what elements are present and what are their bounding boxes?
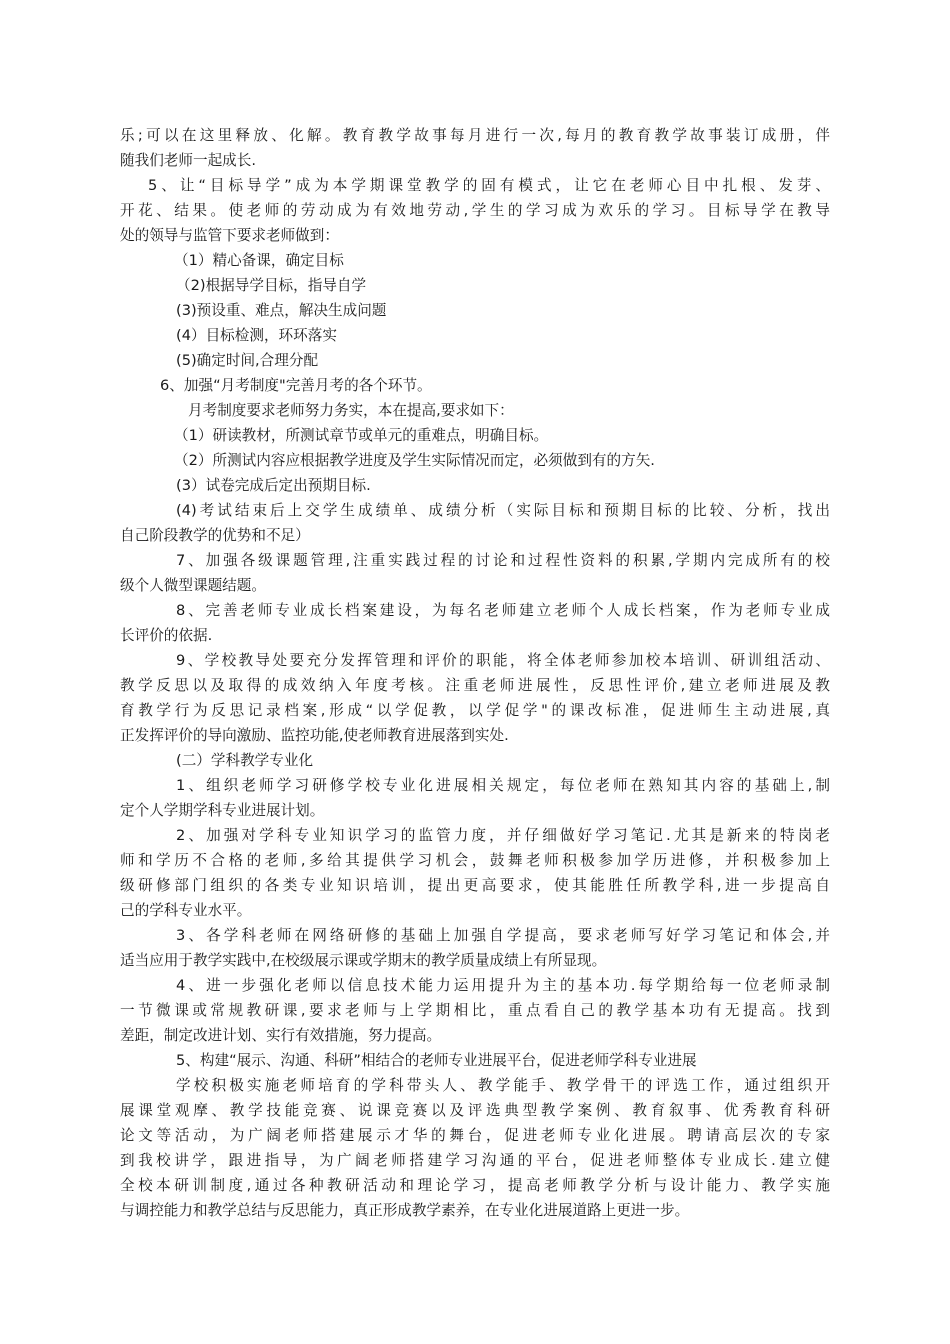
- text-line: 1、组织老师学习研修学校专业化进展相关规定，每位老师在熟知其内容的基础上,制: [176, 777, 830, 794]
- text-line: 一节微课或常规教研课,要求老师与上学期相比，重点看自己的教学基本功有无提高。找到: [120, 1002, 830, 1019]
- text-line: 6、加强“月考制度"完善月考的各个环节。: [160, 377, 432, 394]
- text-line: 开花、结果。使老师的劳动成为有效地劳动,学生的学习成为欢乐的学习。目标导学在教导: [120, 202, 830, 219]
- text-line: 9、学校教导处要充分发挥管理和评价的职能，将全体老师参加校本培训、研训组活动、: [176, 652, 830, 669]
- text-line: 3、各学科老师在网络研修的基础上加强自学提高，要求老师写好学习笔记和体会,并: [176, 927, 830, 944]
- text-line: （2）所测试内容应根据教学进度及学生实际情况而定，必须做到有的方矢.: [174, 452, 655, 469]
- text-line: 教学反思以及取得的成效纳入年度考核。注重老师进展性，反思性评价,建立老师进展及教: [120, 677, 830, 694]
- text-line: 师和学历不合格的老师,多给其提供学习机会，鼓舞老师积极参加学历进修，并积极参加上: [120, 852, 830, 869]
- text-line: 8、完善老师专业成长档案建设，为每名老师建立老师个人成长档案，作为老师专业成: [176, 602, 830, 619]
- text-line: 5、让“目标导学”成为本学期课堂教学的固有模式，让它在老师心目中扎根、发芽、: [148, 177, 830, 194]
- text-line: （1）研读教材，所测试章节或单元的重难点，明确目标。: [174, 427, 549, 444]
- text-line: 随我们老师一起成长.: [120, 152, 256, 169]
- text-line: 差距，制定改进计划、实行有效措施，努力提高。: [120, 1027, 442, 1044]
- text-line: (4)考试结束后上交学生成绩单、成绩分析（实际目标和预期目标的比较、分析，找出: [176, 502, 830, 519]
- text-line: (5)确定时间,合理分配: [176, 352, 319, 369]
- text-line: 正发挥评价的导向激励、监控功能,使老师教育进展落到实处.: [120, 727, 509, 744]
- text-line: 定个人学期学科专业进展计划。: [120, 802, 325, 819]
- text-line: 与调控能力和教学总结与反思能力，真正形成教学素养，在专业化进展道路上更进一步。: [120, 1202, 690, 1219]
- text-line: 5、构建“展示、沟通、科研”相结合的老师专业进展平台，促进老师学科专业进展: [176, 1052, 697, 1069]
- text-line: 4、进一步强化老师以信息技术能力运用提升为主的基本功.每学期给每一位老师录制: [176, 977, 830, 994]
- text-line: 育教学行为反思记录档案,形成“以学促教，以学促学"的课改标准，促进师生主动进展,真: [120, 702, 830, 719]
- text-line: 展课堂观摩、教学技能竞赛、说课竞赛以及评选典型教学案例、教育叙事、优秀教育科研: [120, 1102, 830, 1119]
- text-line: （1）精心备课，确定目标: [174, 252, 344, 269]
- text-line: (3）试卷完成后定出预期目标.: [176, 477, 371, 494]
- text-line: (4）目标检测，环环落实: [176, 327, 337, 344]
- text-line: 长评价的依据.: [120, 627, 213, 644]
- text-line: 乐;可以在这里释放、化解。教育教学故事每月进行一次,每月的教育教学故事装订成册，伴: [120, 127, 830, 144]
- text-line: 处的领导与监管下要求老师做到：: [120, 227, 339, 244]
- text-line: 到我校讲学，跟进指导，为广阔老师搭建学习沟通的平台，促进老师整体专业成长.建立健: [120, 1152, 830, 1169]
- text-line: 月考制度要求老师努力务实，本在提高,要求如下：: [188, 402, 514, 419]
- text-line: 己的学科专业水平。: [120, 902, 252, 919]
- text-line: （2)根据导学目标，指导自学: [176, 277, 367, 294]
- text-line: (3)预设重、难点，解决生成问题: [176, 302, 387, 319]
- text-line: 7、加强各级课题管理,注重实践过程的讨论和过程性资料的积累,学期内完成所有的校: [176, 552, 830, 569]
- document-body: [120, 123, 830, 1223]
- text-line: 全校本研训制度,通过各种教研活动和理论学习，提高老师教学分析与设计能力、教学实施: [120, 1177, 830, 1194]
- text-line: 适当应用于教学实践中,在校级展示课或学期末的教学质量成绩上有所显现。: [120, 952, 607, 969]
- text-line: 2、加强对学科专业知识学习的监管力度，并仔细做好学习笔记.尤其是新来的特岗老: [176, 827, 830, 844]
- text-line: 级个人微型课题结题。: [120, 577, 266, 594]
- text-line: 自己阶段教学的优势和不足）: [120, 527, 310, 544]
- section-heading: (二）学科教学专业化: [176, 752, 314, 769]
- text-line: 级研修部门组织的各类专业知识培训，提出更高要求，使其能胜任所教学科,进一步提高自: [120, 877, 830, 894]
- text-line: 学校积极实施老师培育的学科带头人、教学能手、教学骨干的评选工作，通过组织开: [176, 1077, 830, 1094]
- text-line: 论文等活动，为广阔老师搭建展示才华的舞台，促进老师专业化进展。聘请高层次的专家: [120, 1127, 830, 1144]
